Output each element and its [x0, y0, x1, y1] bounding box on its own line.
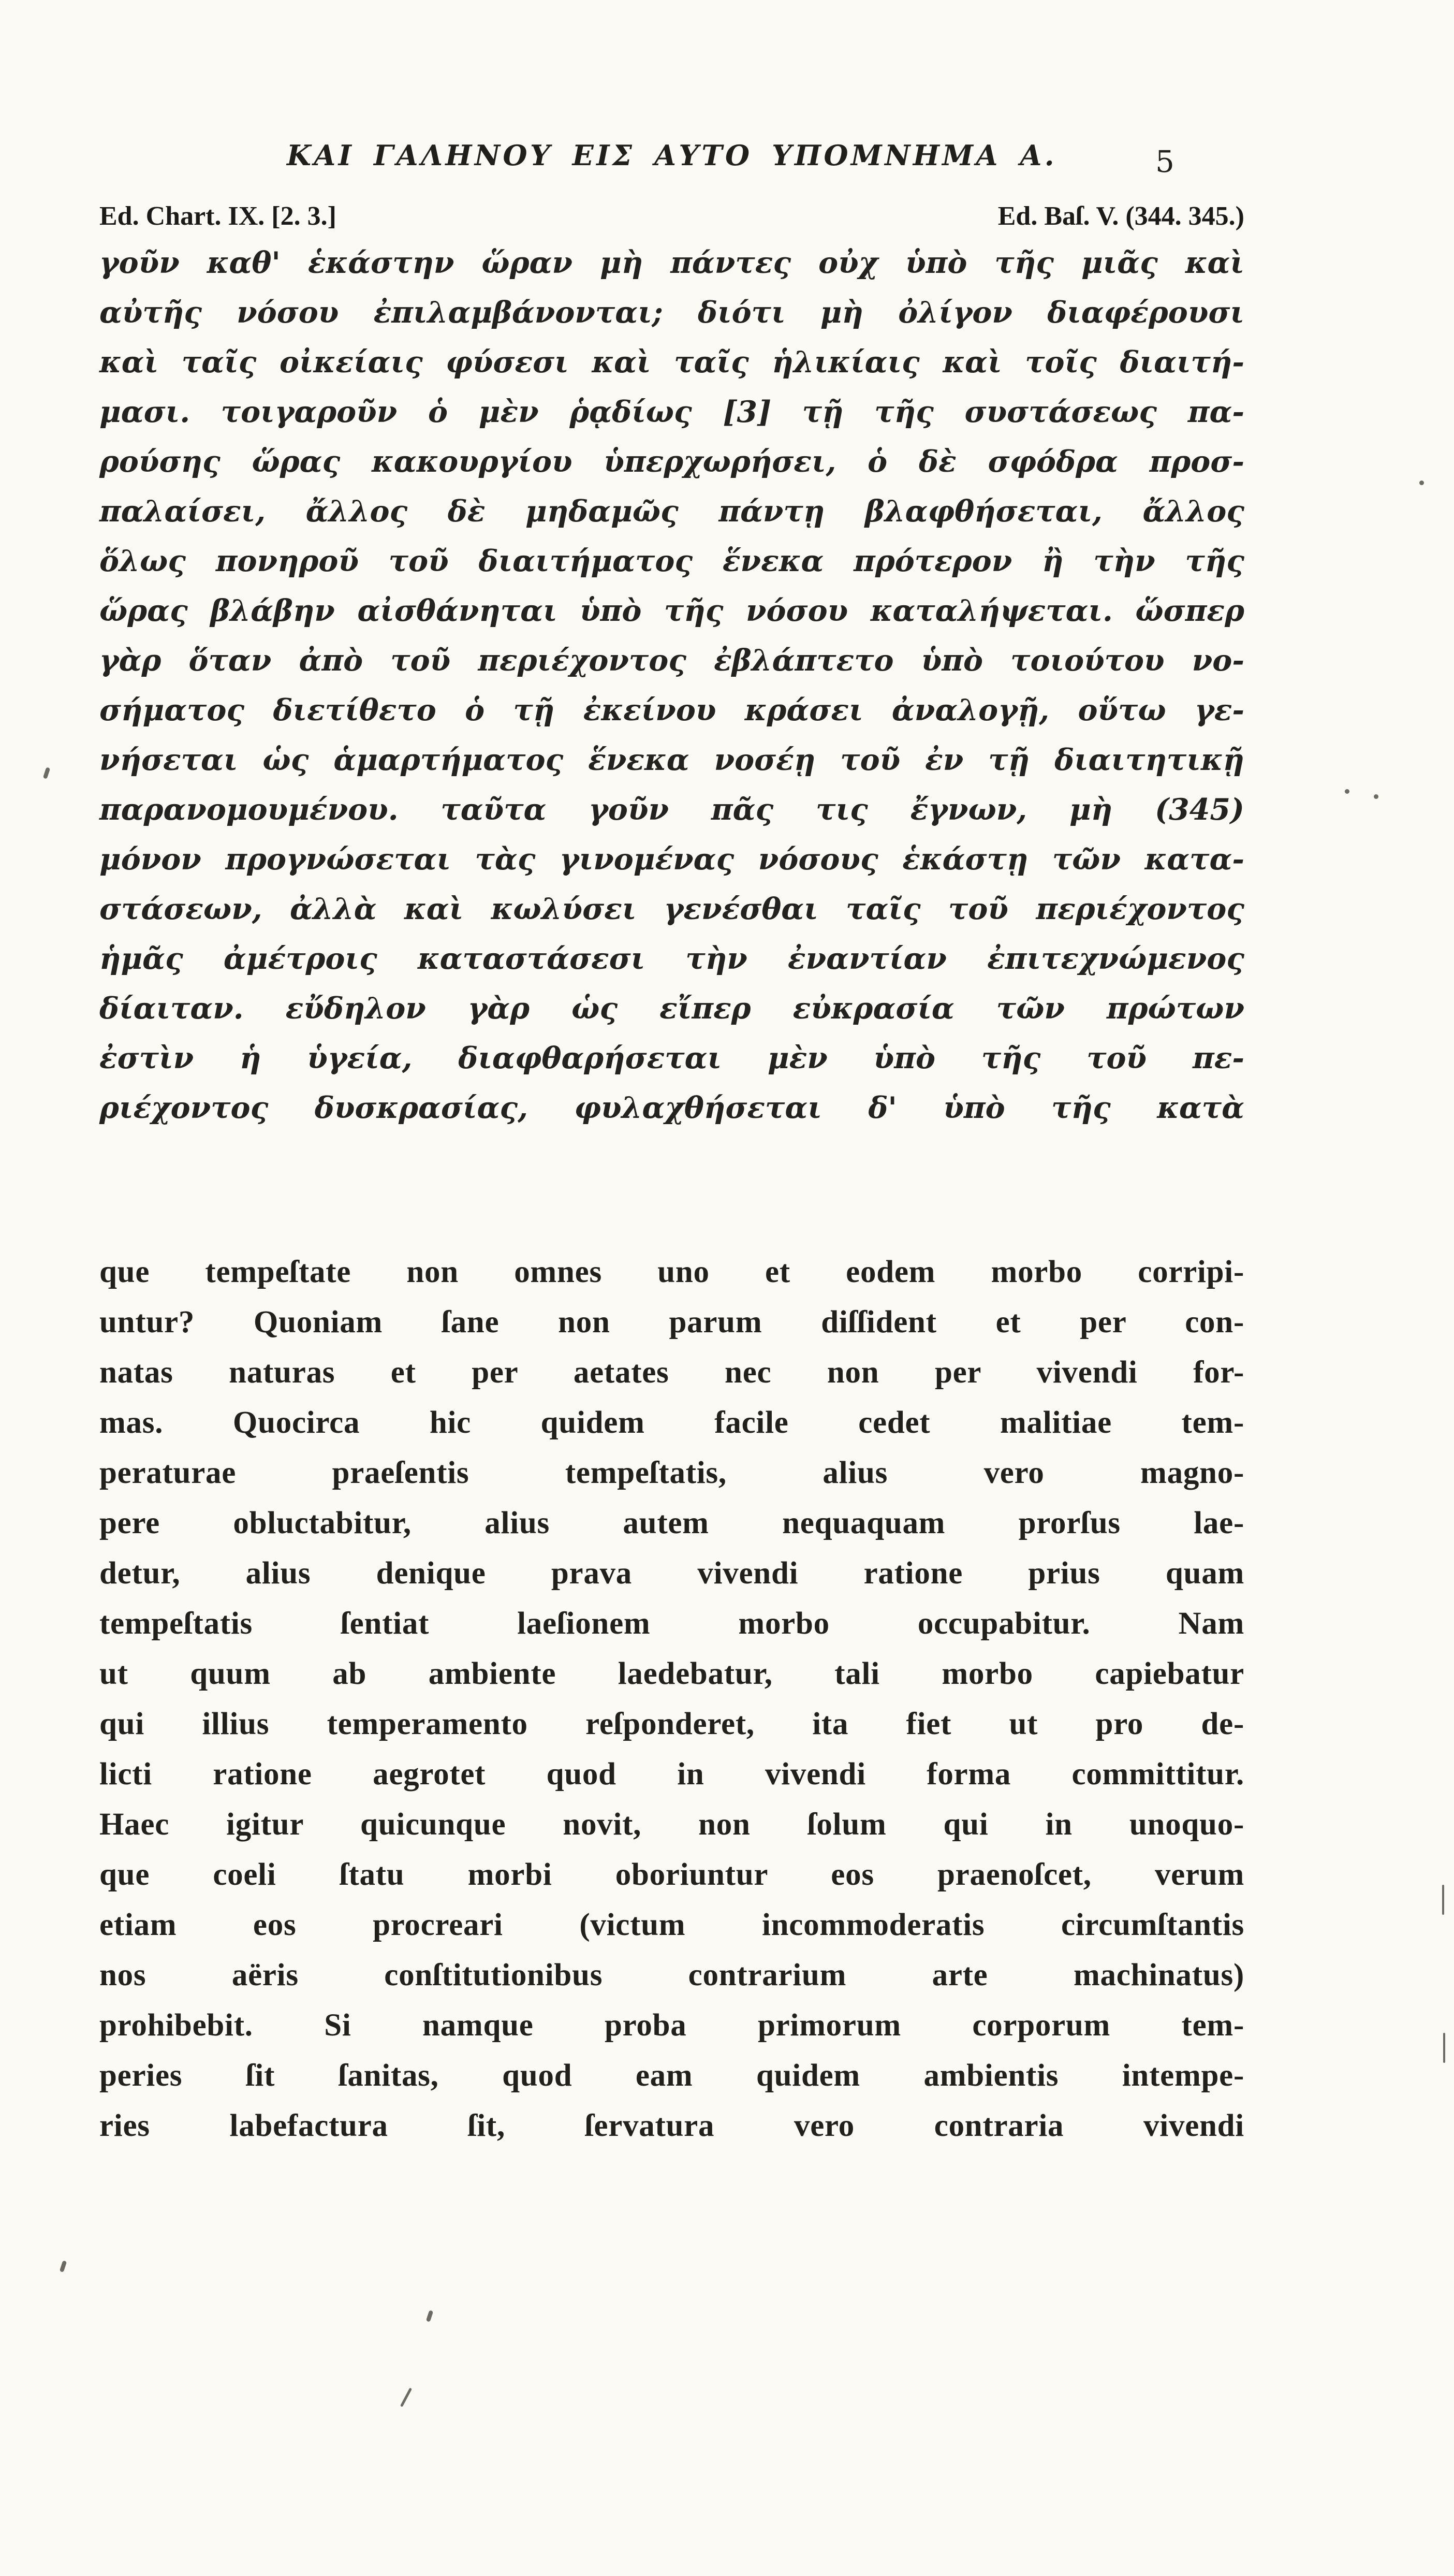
text-line: ut quum ab ambiente laedebatur, tali morbo capiebatur: [99, 1656, 1244, 1691]
text-line: peraturae praeſentis tempeſtatis, alius vero magno-: [99, 1456, 1244, 1490]
text-line: γοῦν καθ' ἑκάστην ὥραν μὴ πάντες οὐχ ὑπὸ τῆς μιᾶς καὶ: [99, 245, 1244, 280]
scan-artifact: [60, 2260, 67, 2272]
text-line: ries labefactura ſit, ſervatura vero contraria vivendi: [99, 2108, 1244, 2143]
text-line: νήσεται ὡς ἁμαρτήματος ἕνεκα νοσέῃ τοῦ ἐν τῇ διαιτητικῇ: [99, 743, 1244, 777]
text-line: prohibebit. Si namque proba primorum corporum tem-: [99, 2008, 1244, 2043]
text-line: παλαίσει, ἄλλος δὲ μηδαμῶς πάντῃ βλαφθήσεται, ἄλλος: [99, 494, 1244, 529]
text-line: στάσεων, ἀλλὰ καὶ κωλύσει γενέσθαι ταῖς τοῦ περιέχοντος: [99, 892, 1244, 926]
running-head: ΚΑΙ ΓΑΛΗΝΟΥ ΕΙΣ ΑΥΤΟ ΥΠΟΜΝΗΜΑ Α.: [287, 139, 1057, 172]
text-line: mas. Quocirca hic quidem facile cedet malitiae tem-: [99, 1405, 1244, 1440]
text-line: pere obluctabitur, alius autem nequaquam prorſus lae-: [99, 1506, 1244, 1540]
text-line: etiam eos procreari (victum incommoderatis circumſtantis: [99, 1908, 1244, 1942]
text-line: σήματος διετίθετο ὁ τῇ ἐκείνου κράσει ἀναλογῇ, οὕτω γε-: [99, 693, 1244, 727]
scan-artifact: [426, 2310, 433, 2322]
text-line: untur? Quoniam ſane non parum diſſident et per con-: [99, 1305, 1244, 1340]
text-line: que tempeſtate non omnes uno et eodem morbo corripi-: [99, 1255, 1244, 1289]
edition-basel-ref: Ed. Baſ. V. (344. 345.): [997, 201, 1244, 231]
text-line: δίαιταν. εὔδηλον γὰρ ὡς εἴπερ εὐκρασία τῶν πρώτων: [99, 991, 1244, 1026]
edition-chartier-ref: Ed. Chart. IX. [2. 3.]: [99, 201, 336, 231]
text-line: ρούσης ὥρας κακουργίου ὑπερχωρήσει, ὁ δὲ σφόδρα προσ-: [99, 444, 1244, 479]
text-line: natas naturas et per aetates nec non per vivendi for-: [99, 1355, 1244, 1390]
scan-artifact: [43, 767, 50, 779]
text-line: ριέχοντος δυσκρασίας, φυλαχθήσεται δ' ὑπὸ τῆς κατὰ: [99, 1090, 1244, 1125]
text-line: peries ſit ſanitas, quod eam quidem ambientis intempe-: [99, 2058, 1244, 2093]
text-line: ἡμᾶς ἀμέτροις καταστάσεσι τὴν ἐναντίαν ἐπιτεχνώμενος: [99, 941, 1244, 976]
text-line: παρανομουμένου. ταῦτα γοῦν πᾶς τις ἔγνων, μὴ (345): [99, 792, 1244, 827]
text-line: nos aëris conſtitutionibus contrarium arte machinatus): [99, 1958, 1244, 1992]
scan-artifact: [1443, 2033, 1445, 2063]
text-line: ὥρας βλάβην αἰσθάνηται ὑπὸ τῆς νόσου καταλήψεται. ὥσπερ: [99, 593, 1244, 628]
text-line: que coeli ſtatu morbi oboriuntur eos praenoſcet, verum: [99, 1857, 1244, 1892]
text-line: ἐστὶν ἡ ὑγεία, διαφθαρήσεται μὲν ὑπὸ τῆς τοῦ πε-: [99, 1041, 1244, 1075]
text-line: Haec igitur quicunque novit, non ſolum qui in unoquo-: [99, 1807, 1244, 1842]
scan-artifact: [1374, 794, 1378, 799]
text-line: ὅλως πονηροῦ τοῦ διαιτήματος ἕνεκα πρότερον ἢ τὴν τῆς: [99, 544, 1244, 578]
text-line: licti ratione aegrotet quod in vivendi forma committitur.: [99, 1757, 1244, 1792]
text-line: detur, alius denique prava vivendi ratione prius quam: [99, 1556, 1244, 1591]
text-line: μόνον προγνώσεται τὰς γινομένας νόσους ἑκάστῃ τῶν κατα-: [99, 842, 1244, 877]
text-line: αὐτῆς νόσου ἐπιλαμβάνονται; διότι μὴ ὀλίγον διαφέρουσι: [99, 295, 1244, 330]
text-line: μασι. τοιγαροῦν ὁ μὲν ῥᾳδίως [3] τῇ τῆς συστάσεως πα-: [99, 395, 1244, 429]
text-line: γὰρ ὅταν ἀπὸ τοῦ περιέχοντος ἐβλάπτετο ὑπὸ τοιούτου νο-: [99, 643, 1244, 678]
greek-text-paragraph: [99, 238, 1244, 1133]
scan-artifact: [1419, 481, 1424, 485]
edition-line: [99, 201, 1244, 231]
page-number: 5: [1155, 144, 1174, 179]
scan-artifact: [400, 2388, 412, 2407]
text-line: qui illius temperamento reſponderet, ita fiet ut pro de-: [99, 1707, 1244, 1741]
latin-text-paragraph: [99, 1247, 1244, 2151]
scan-artifact: [1442, 1885, 1444, 1915]
scan-artifact: [1345, 789, 1349, 794]
text-line: καὶ ταῖς οἰκείαις φύσεσι καὶ ταῖς ἡλικίαις καὶ τοῖς διαιτή-: [99, 345, 1244, 380]
text-line: tempeſtatis ſentiat laeſionem morbo occupabitur. Nam: [99, 1606, 1244, 1641]
